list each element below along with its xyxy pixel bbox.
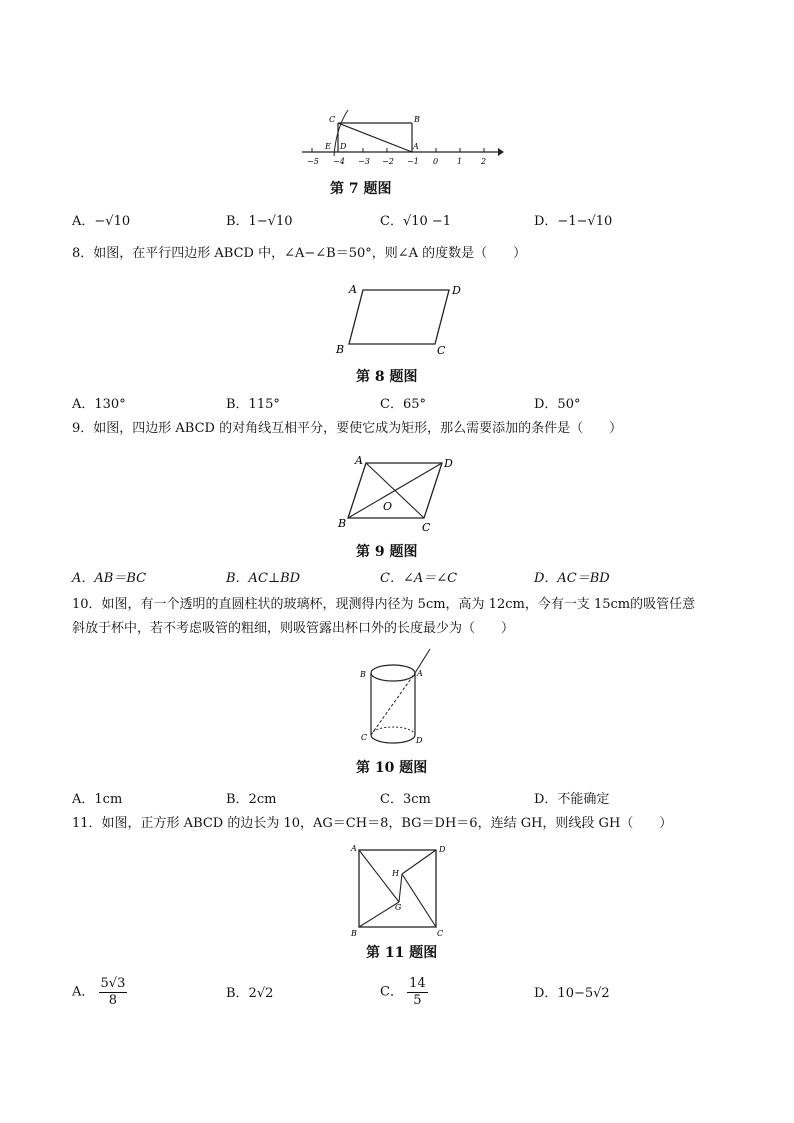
option-c-prefix: C． [380, 984, 403, 1000]
q7-option-d: D．−1−√10 [534, 214, 613, 229]
tick-label: 1 [457, 157, 463, 166]
tick-label: −3 [358, 157, 370, 166]
vertex-label: C [422, 521, 431, 534]
point-label: B [414, 115, 420, 124]
q8-figure [335, 278, 465, 360]
q9-caption: 第 9 题图 [356, 544, 418, 560]
tick-label: −2 [382, 157, 394, 166]
point-label: C [329, 115, 336, 124]
q11-figure [345, 840, 455, 938]
vertex-label: C [437, 344, 446, 357]
q7-option-b: B．1−√10 [226, 214, 293, 229]
q7-option-c: C．√10 −1 [380, 214, 452, 229]
vertex-label: A [349, 283, 357, 296]
vertex-label: D [444, 457, 453, 470]
q9-option-c: C．∠A＝∠C [380, 571, 458, 586]
tick-label: −5 [307, 157, 319, 166]
fraction-numerator: 14 [409, 976, 426, 991]
q9-figure [336, 452, 460, 536]
q8-option-d: D．50° [534, 397, 581, 412]
q7-caption: 第 7 题图 [330, 181, 392, 197]
point-label: G [395, 903, 402, 912]
q8-caption: 第 8 题图 [356, 369, 418, 385]
point-label: D [340, 142, 347, 151]
fraction-numerator: 5√3 [100, 976, 126, 991]
tick-label: −4 [333, 157, 345, 166]
tick-label: 0 [433, 157, 439, 166]
q11-option-b: B．2√2 [226, 986, 274, 1001]
parallelogram-diagram [335, 278, 465, 360]
point-label: H [392, 869, 399, 878]
tick-label: −1 [407, 157, 419, 166]
q11-option-a [72, 976, 127, 1009]
q9-text: 9．如图，四边形 ABCD 的对角线互相平分，要使它成为矩形，那么需要添加的条件是（ ） [72, 421, 623, 436]
vertex-label: A [417, 669, 423, 678]
option-a-prefix: A． [72, 984, 95, 1000]
q11-text: 11．如图，正方形 ABCD 的边长为 10，AG＝CH＝8，BG＝DH＝6，连结 GH，则线段 GH（ ） [72, 816, 673, 831]
q9-option-a: A．AB＝BC [72, 571, 147, 586]
vertex-label: B [336, 343, 345, 356]
parallelogram-diagonals-diagram [336, 452, 460, 536]
q10-text-line1: 10．如图，有一个透明的直圆柱状的玻璃杯，现测得内径为 5cm，高为 12cm，今有一支 15cm的吸管任意 [72, 597, 696, 612]
cylinder-straw-diagram [352, 645, 442, 751]
option-c-fraction [407, 976, 428, 1009]
q10-text-line2: 斜放于杯中，若不考虑吸管的粗细，则吸管露出杯口外的长度最少为（ ） [72, 621, 515, 636]
q7-figure [298, 108, 508, 170]
straw-inside [371, 673, 415, 735]
vertex-label: D [416, 736, 423, 745]
tick-label: 2 [481, 157, 487, 166]
q9-option-b: B．AC⊥BD [226, 571, 301, 586]
q7-option-a: A．−√10 [72, 214, 131, 229]
vertex-label: B [351, 929, 357, 938]
q10-caption: 第 10 题图 [356, 760, 428, 776]
point-label: E [325, 142, 331, 151]
fraction-denominator: 8 [108, 993, 118, 1008]
q11-option-d: D．10−5√2 [534, 986, 610, 1001]
q9-option-d: D．AC＝BD [534, 571, 610, 586]
vertex-label: B [360, 670, 366, 679]
square-diagram [345, 840, 455, 938]
vertex-label: D [452, 284, 461, 297]
q10-figure [352, 645, 442, 751]
fraction-denominator: 5 [413, 993, 422, 1008]
q10-option-c: C．3cm [380, 792, 431, 807]
vertex-label: A [355, 454, 363, 467]
q10-option-a: A．1cm [72, 792, 123, 807]
q8-option-b: B．115° [226, 397, 280, 412]
vertex-label: A [351, 844, 357, 853]
vertex-label: C [437, 929, 444, 938]
option-a-fraction [99, 976, 128, 1009]
center-label: O [383, 500, 393, 513]
q10-option-d: D．不能确定 [534, 792, 610, 807]
number-line-diagram [298, 108, 508, 170]
q10-option-b: B．2cm [226, 792, 277, 807]
vertex-label: C [361, 733, 368, 742]
q11-option-c [380, 976, 428, 1009]
q8-text: 8．如图，在平行四边形 ABCD 中，∠A−∠B＝50°，则∠A 的度数是（ ） [72, 246, 527, 261]
q11-caption: 第 11 题图 [366, 945, 438, 961]
point-label: A [413, 142, 419, 151]
vertex-label: D [439, 845, 446, 854]
q8-option-a: A．130° [72, 397, 126, 412]
q8-option-c: C．65° [380, 397, 426, 412]
vertex-label: B [338, 517, 347, 530]
